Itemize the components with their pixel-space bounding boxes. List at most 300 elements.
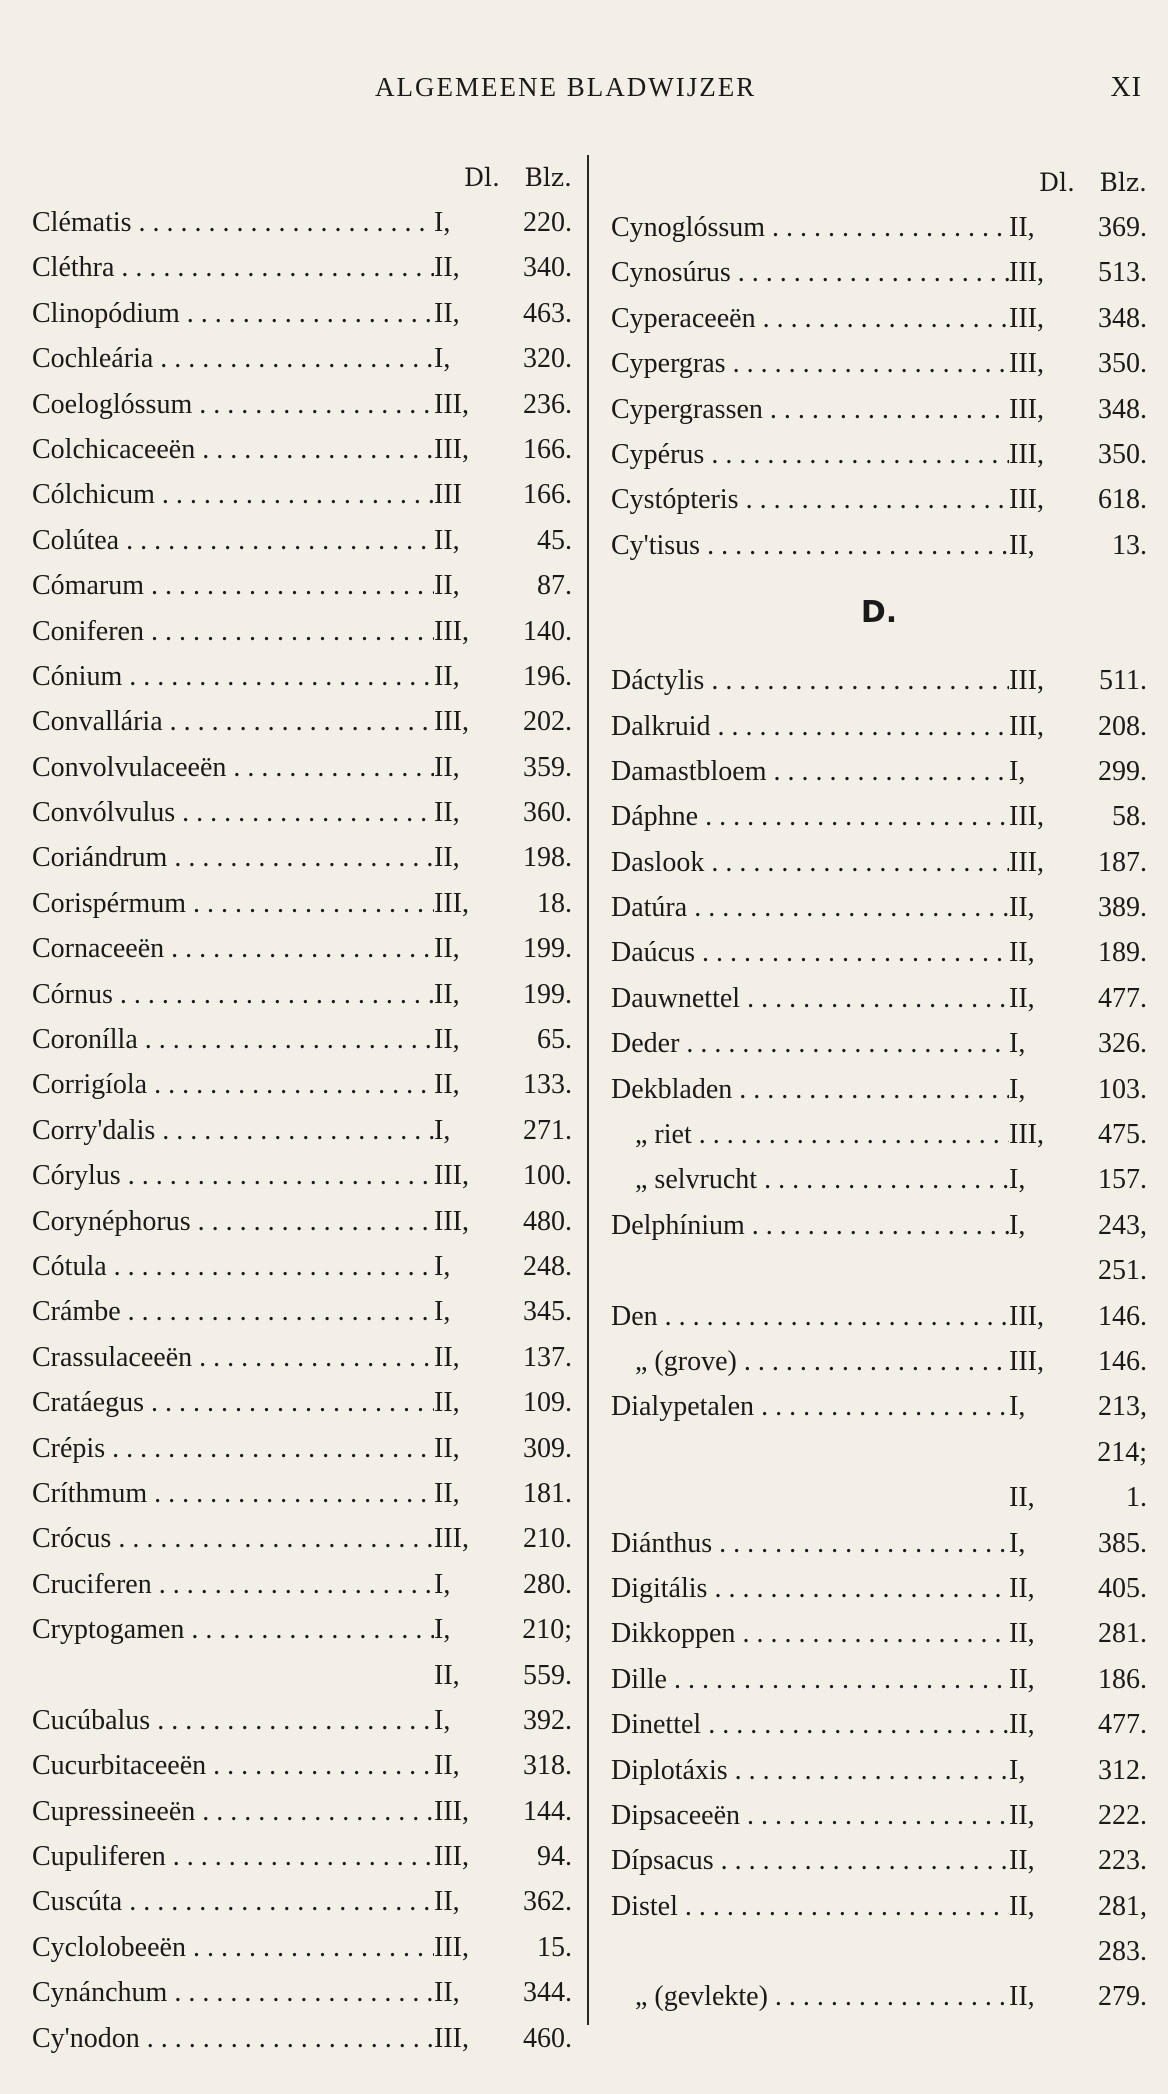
left-column-header [32,155,572,200]
entry-name: Damastbloem . . . [611,749,1009,794]
entry-name: Clématis . . . [32,200,434,245]
entry-page: 166. [523,479,572,511]
entry-volume: II, [1009,212,1035,243]
entry-volume: III, [1009,1119,1044,1151]
entry-name: Dáctylis . . . [611,658,1009,703]
entry-name: Cochleária . . . [32,336,434,381]
entry-volume: III, [1009,846,1044,878]
entry-page: 283. [1098,1936,1147,1968]
entry-name: Crócus . . . [32,1516,434,1561]
page-number: XI [1110,72,1142,103]
entry-name: Cypergrassen . . . [611,387,1009,432]
entry-volume: II, [434,524,460,556]
entry-page: 281. [1098,1618,1147,1650]
entry-name: Convólvulus . . . [32,790,434,835]
left-column [32,155,572,2061]
index-entry [611,885,1147,930]
entry-page: 326. [1098,1028,1147,1060]
entry-page: 210; [522,1614,572,1646]
entry-page: 133. [523,1069,572,1101]
entry-volume: III, [1009,1345,1044,1377]
entry-name: Diánthus . . . [611,1521,1009,1566]
left-entry-list [32,200,572,2061]
dl-heading: Dl. [1039,168,1075,197]
entry-volume: II, [434,797,460,829]
entry-volume: III, [434,887,469,919]
index-entry [32,1698,572,1743]
index-entry [32,291,572,336]
entry-volume: III, [1009,484,1044,516]
entry-volume: III, [1009,665,1044,697]
entry-volume: III, [1009,438,1044,470]
index-entry [611,1339,1147,1384]
entry-name: Cornaceeën . . . [32,926,434,971]
page-header [0,68,1168,114]
index-entry [611,341,1147,386]
entry-volume: II, [434,751,460,783]
entry-page: 199. [523,933,572,965]
entry-volume: II, [1009,529,1035,561]
entry-page: 213, [1098,1391,1147,1423]
entry-name: Corry'dalis . . . [32,1108,434,1153]
entry-name: Coniferen . . . [32,609,434,654]
entry-volume: II, [434,933,460,965]
entry-page: 202. [523,706,572,738]
index-entry [32,1607,572,1652]
entry-name: Dekbladen . . . [611,1067,1009,1112]
entry-page: 513. [1098,257,1147,289]
index-entry [611,1566,1147,1611]
entry-volume: II, [434,1886,460,1918]
entry-volume: II, [1009,1799,1035,1831]
entry-name: Dikkoppen . . . [611,1611,1009,1656]
index-entry [32,1516,572,1561]
index-entry [611,1384,1147,1429]
entry-name: Cystópteris . . . [611,477,1009,522]
index-entry [32,790,572,835]
right-entry-list-d [611,658,1147,2020]
index-entry [611,250,1147,295]
entry-name: Cyclolobeeën . . . [32,1925,434,1970]
entry-page: 87. [537,570,572,602]
entry-volume: II, [434,660,460,692]
entry-volume: II, [434,1024,460,1056]
entry-name: Convallária . . . [32,699,434,744]
section-heading-d: D. [860,595,898,631]
entry-name: Delphínium . . . [611,1203,1009,1248]
entry-name: Cucurbitaceeën . . . [32,1743,434,1788]
entry-page: 350. [1098,438,1147,470]
entry-page: 309. [523,1432,572,1464]
entry-volume: II, [434,1977,460,2009]
index-entry [32,1062,572,1107]
entry-volume: III, [434,2022,469,2054]
entry-volume: III, [1009,348,1044,380]
index-entry [611,658,1147,703]
entry-volume: II, [434,1341,460,1373]
entry-name: Den . . . [611,1294,1009,1339]
entry-name: Crassulaceeën . . . [32,1335,434,1380]
index-entry [611,296,1147,341]
entry-volume: II, [1009,1482,1035,1514]
entry-volume: I, [1009,1164,1026,1196]
index-entry [611,1294,1147,1339]
entry-page: 480. [523,1205,572,1237]
entry-page: 385. [1098,1527,1147,1559]
entry-name: Dialypetalen . . . [611,1384,1009,1429]
index-entry [32,881,572,926]
entry-volume: III, [434,1795,469,1827]
entry-page: 350. [1098,348,1147,380]
entry-name: Digitális . . . [611,1566,1009,1611]
entry-name: Corynéphorus . . . [32,1199,434,1244]
index-entry [32,200,572,245]
entry-page: 511. [1099,665,1147,697]
entry-name: Colútea . . . [32,518,434,563]
index-entry [611,205,1147,250]
entry-name: Corrigíola . . . [32,1062,434,1107]
entry-page: 463. [523,297,572,329]
entry-page: 369. [1098,212,1147,243]
entry-volume: III, [1009,1300,1044,1332]
entry-volume: II, [434,570,460,602]
entry-page: 281, [1098,1890,1147,1922]
index-entry [32,1426,572,1471]
entry-name: Coeloglóssum . . . [32,382,434,427]
entry-page: 559. [523,1659,572,1691]
entry-page: 15. [537,1931,572,1963]
entry-volume: III, [434,706,469,738]
entry-page: 94. [537,1841,572,1873]
entry-page: 220. [523,207,572,238]
entry-name: Corispérmum . . . [32,881,434,926]
entry-volume: III, [434,433,469,465]
index-entry [32,972,572,1017]
index-entry [32,472,572,517]
entry-volume: II, [434,297,460,329]
entry-page: 140. [523,615,572,647]
index-entry [611,1203,1147,1248]
entry-name: Críthmum . . . [32,1471,434,1516]
index-entry [32,382,572,427]
column-divider [587,155,589,2025]
entry-volume: II, [434,1069,460,1101]
entry-page: 618. [1098,484,1147,516]
entry-page: 248. [523,1250,572,1282]
entry-page: 198. [523,842,572,874]
entry-volume: I, [434,1250,451,1282]
index-entry [611,1929,1147,1974]
entry-name: Dalkruid . . . [611,704,1009,749]
entry-page: 186. [1098,1663,1147,1695]
entry-name: Cypergras . . . [611,341,1009,386]
entry-name: Cucúbalus . . . [32,1698,434,1743]
entry-page: 362. [523,1886,572,1918]
entry-name: Deder . . . [611,1021,1009,1066]
index-entry [611,1611,1147,1656]
entry-name: „ selvrucht . . . [611,1157,1009,1202]
entry-page: 271. [523,1114,572,1146]
entry-volume: I, [1009,1527,1026,1559]
entry-volume: III, [434,1160,469,1192]
index-entry [32,563,572,608]
entry-page: 223. [1098,1845,1147,1877]
entry-name: Cómarum . . . [32,563,434,608]
index-entry [32,1335,572,1380]
entry-page: 236. [523,388,572,420]
index-entry [32,2016,572,2061]
entry-volume: II, [1009,1663,1035,1695]
entry-page: 181. [523,1477,572,1509]
entry-page: 199. [523,978,572,1010]
entry-name: Cupressineeën . . . [32,1789,434,1834]
entry-name: Dinettel . . . [611,1702,1009,1747]
index-entry [32,1244,572,1289]
entry-volume: II, [1009,937,1035,969]
entry-name: Cynoglóssum . . . [611,205,1009,250]
entry-volume: II, [434,1387,460,1419]
entry-name: Cryptogamen . . . [32,1607,434,1652]
entry-page: 360. [523,797,572,829]
entry-page: 312. [1098,1754,1147,1786]
entry-name: „ (grove) . . . [611,1339,1009,1384]
index-entry [32,518,572,563]
entry-volume: III, [434,1205,469,1237]
entry-name: Cónium . . . [32,654,434,699]
index-entry [611,1974,1147,2019]
entry-name: Clinopódium . . . [32,291,434,336]
index-entry [611,1657,1147,1702]
entry-name: Datúra . . . [611,885,1009,930]
index-entry [611,704,1147,749]
entry-volume: III, [434,1931,469,1963]
entry-page: 45. [537,524,572,556]
entry-page: 279. [1098,1981,1147,2013]
entry-page: 251. [1098,1255,1147,1287]
entry-volume: II, [434,1432,460,1464]
entry-volume: II, [1009,1890,1035,1922]
entry-volume: III, [434,1523,469,1555]
entry-volume: I, [434,1296,451,1328]
index-entry [32,1925,572,1970]
entry-page: 100. [523,1160,572,1192]
entry-name: Cótula . . . [32,1244,434,1289]
entry-name: Dille . . . [611,1657,1009,1702]
index-entry [32,654,572,699]
entry-volume: I, [1009,1073,1026,1105]
entry-name: Coronílla . . . [32,1017,434,1062]
blz-heading: Blz. [1099,168,1147,197]
entry-page: 359. [523,751,572,783]
entry-page: 157. [1098,1164,1147,1196]
entry-page: 208. [1098,710,1147,742]
right-entry-list-c [611,205,1147,568]
entry-name: Cólchicum . . . [32,472,434,517]
entry-volume: III, [434,615,469,647]
index-entry [611,1248,1147,1293]
index-entry [611,1475,1147,1520]
index-entry [32,336,572,381]
entry-volume: I, [434,1114,451,1146]
entry-page: 1. [1126,1482,1147,1514]
entry-name: Córylus . . . [32,1153,434,1198]
index-entry [611,1748,1147,1793]
index-entry [32,427,572,472]
index-entry [611,1521,1147,1566]
entry-name: Cléthra . . . [32,245,434,290]
entry-name: Dáphne . . . [611,794,1009,839]
entry-volume: III, [1009,710,1044,742]
index-entry [611,1702,1147,1747]
index-entry [32,1970,572,2015]
entry-volume: II, [1009,1572,1035,1604]
index-entry [611,976,1147,1021]
index-entry [32,1789,572,1834]
index-entry [611,1884,1147,1929]
entry-volume: II, [1009,1618,1035,1650]
entry-page: 214; [1097,1436,1147,1468]
entry-name: Cuscúta . . . [32,1879,434,1924]
entry-volume: I, [1009,1754,1026,1786]
entry-page: 345. [523,1296,572,1328]
index-entry [32,1153,572,1198]
index-entry [611,432,1147,477]
entry-volume: I, [434,1704,451,1736]
entry-name: Diplotáxis . . . [611,1748,1009,1793]
entry-page: 18. [537,887,572,919]
index-entry [611,1838,1147,1883]
entry-page: 222. [1098,1799,1147,1831]
entry-name: Distel . . . [611,1884,1009,1929]
entry-volume: I, [434,1614,451,1646]
index-entry [611,523,1147,568]
entry-volume: III, [1009,257,1044,289]
entry-volume: III, [434,388,469,420]
entry-name: „ riet . . . [611,1112,1009,1157]
entry-page: 299. [1098,755,1147,787]
index-entry [32,1289,572,1334]
entry-page: 320. [523,343,572,375]
entry-page: 65. [537,1024,572,1056]
entry-name: Coriándrum . . . [32,835,434,880]
entry-name: Cyperaceeën . . . [611,296,1009,341]
entry-name: Cypérus . . . [611,432,1009,477]
entry-name: Dípsacus . . . [611,1838,1009,1883]
entry-volume: I, [1009,1209,1026,1241]
entry-volume: I, [1009,1028,1026,1060]
index-entry [32,1834,572,1879]
entry-page: 348. [1098,393,1147,425]
entry-name: Dauwnettel . . . [611,976,1009,1021]
entry-page: 166. [523,433,572,465]
entry-volume: III, [1009,302,1044,334]
index-entry [32,1199,572,1244]
entry-volume: II, [434,1659,460,1691]
entry-name: „ (gevlekte) . . . [611,1974,1009,2019]
index-entry [32,1562,572,1607]
entry-page: 144. [523,1795,572,1827]
dl-heading: Dl. [464,163,500,192]
index-entry [32,926,572,971]
entry-volume: I, [1009,1391,1026,1423]
entry-name: Crámbe . . . [32,1289,434,1334]
entry-page: 280. [523,1568,572,1600]
entry-volume: I, [1009,755,1026,787]
entry-name: Daúcus . . . [611,930,1009,975]
entry-volume: II, [434,978,460,1010]
index-entry [611,387,1147,432]
entry-volume: III, [434,1841,469,1873]
index-entry [611,1430,1147,1475]
entry-volume: II, [1009,892,1035,924]
index-entry [611,1067,1147,1112]
index-entry [611,794,1147,839]
entry-page: 196. [523,660,572,692]
index-entry [32,699,572,744]
entry-volume: II, [434,252,460,284]
entry-page: 109. [523,1387,572,1419]
entry-page: 189. [1098,937,1147,969]
index-entry [611,477,1147,522]
entry-page: 146. [1098,1300,1147,1332]
entry-name: Crépis . . . [32,1426,434,1471]
entry-name: Cy'tisus . . . [611,523,1009,568]
right-column [611,160,1147,2020]
entry-page: 137. [523,1341,572,1373]
index-entry [611,1157,1147,1202]
right-column-header [611,160,1147,205]
index-entry [32,1743,572,1788]
entry-volume: II, [1009,982,1035,1014]
entry-page: 318. [523,1750,572,1782]
entry-name: Colchicaceeën . . . [32,427,434,472]
index-entry [611,840,1147,885]
entry-volume: II, [434,1477,460,1509]
entry-volume: III, [1009,393,1044,425]
entry-name: Cruciferen . . . [32,1562,434,1607]
entry-page: 475. [1098,1119,1147,1151]
blz-heading: Blz. [524,163,572,192]
entry-name: Cynánchum . . . [32,1970,434,2015]
entry-volume: III [434,479,462,511]
entry-page: 392. [523,1704,572,1736]
index-entry [611,1021,1147,1066]
entry-volume: III, [1009,801,1044,833]
index-entry [32,745,572,790]
entry-name: Cy'nodon . . . [32,2016,434,2061]
entry-name: Cynosúrus . . . [611,250,1009,295]
entry-page: 477. [1098,1709,1147,1741]
index-entry [32,1879,572,1924]
entry-volume: II, [434,842,460,874]
entry-volume: I, [434,207,451,238]
entry-volume: II, [434,1750,460,1782]
index-entry [32,835,572,880]
index-entry [32,1653,572,1698]
running-title: ALGEMEENE BLADWIJZER [375,72,757,102]
index-entry [32,1380,572,1425]
entry-volume: I, [434,343,451,375]
entry-volume: II, [1009,1981,1035,2013]
entry-page: 210. [523,1523,572,1555]
entry-page: 344. [523,1977,572,2009]
index-entry [611,749,1147,794]
entry-name: Cupuliferen . . . [32,1834,434,1879]
entry-page: 243, [1098,1209,1147,1241]
entry-name: Daslook . . . [611,840,1009,885]
entry-page: 103. [1098,1073,1147,1105]
index-entry [32,609,572,654]
